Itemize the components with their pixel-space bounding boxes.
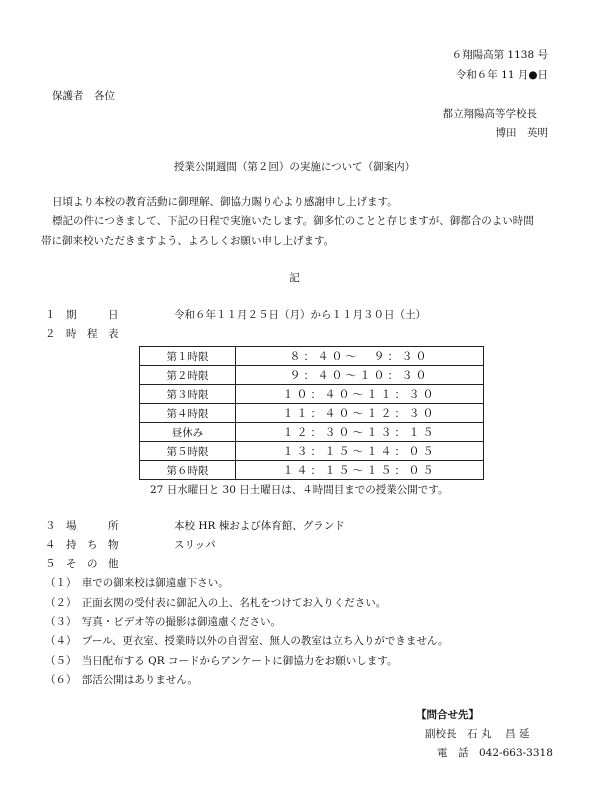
- contact-header: 【問合せ先】: [416, 709, 479, 721]
- schedule-note: 27 日水曜日と 30 日土曜日は、４時間目までの授業公開です。: [150, 484, 449, 496]
- period-cell: 第３時限: [140, 385, 236, 404]
- contact-person: 副校長 石 丸 昌 延: [425, 728, 530, 740]
- item-value-place: 本校 HR 棟および体育館、グランド: [174, 520, 345, 532]
- ki-heading: 記: [289, 272, 300, 284]
- item-value-bring: スリッパ: [174, 539, 216, 551]
- table-row: [140, 347, 484, 366]
- time-cell: １１：４０～１２：３０: [236, 404, 484, 423]
- item-number-1: １: [45, 309, 56, 321]
- table-row: [140, 366, 484, 385]
- item-label-bring: 持 ち 物: [66, 539, 119, 551]
- sender-organization: 都立翔陽高等学校長: [442, 108, 537, 120]
- time-cell: ９：４０～１０：３０: [236, 366, 484, 385]
- note-item: （６） 部活公開はありません。: [45, 674, 198, 686]
- note-item: （４） プール、更衣室、授業時以外の自習室、無人の教室は立ち入りができません。: [45, 635, 449, 647]
- document-title: 授業公開週間（第２回）の実施について（御案内）: [173, 161, 416, 173]
- note-item: （３） 写真・ビデオ等の撮影は御遠慮ください。: [45, 616, 282, 628]
- note-item: （５） 当日配布する QR コードからアンケートに御協力をお願いします。: [45, 655, 398, 667]
- period-cell: 第１時限: [140, 347, 236, 366]
- period-cell: 第２時限: [140, 366, 236, 385]
- table-row: [140, 461, 484, 480]
- time-cell: ８：４０～ ９：３０: [236, 347, 484, 366]
- contact-phone: 電 話 042-663-3318: [437, 747, 553, 759]
- table-row: [140, 385, 484, 404]
- time-cell: １２：３０～１３：１５: [236, 423, 484, 442]
- time-cell: １３：１５～１４：０５: [236, 442, 484, 461]
- item-number-3: ３: [45, 520, 56, 532]
- period-cell: 第５時限: [140, 442, 236, 461]
- body-paragraph-line-2: 帯に御来校いただきますよう、よろしくお願い申し上げます。: [41, 235, 335, 247]
- schedule-table: [139, 346, 484, 480]
- table-row: [140, 423, 484, 442]
- greeting-paragraph: 日頃より本校の教育活動に御理解、御協力賜り心より感謝申し上げます。: [52, 196, 398, 208]
- item-number-5: ５: [45, 558, 56, 570]
- table-row: [140, 442, 484, 461]
- item-number-4: ４: [45, 539, 56, 551]
- document-date: 令和６年 11 月●日: [455, 69, 548, 81]
- item-label-other: そ の 他: [66, 558, 119, 570]
- item-label-place: 場 所: [66, 520, 119, 532]
- item-number-2: ２: [45, 328, 56, 340]
- item-label-period: 期 日: [66, 309, 119, 321]
- item-value-period: 令和６年１１月２５日（月）から１１月３０日（土）: [174, 309, 426, 321]
- note-item: （１） 車での御来校は御遠慮下さい。: [45, 577, 229, 589]
- table-row: [140, 404, 484, 423]
- addressee: 保護者 各位: [52, 90, 115, 102]
- period-cell: 昼休み: [140, 423, 236, 442]
- time-cell: １４：１５～１５：０５: [236, 461, 484, 480]
- document-number: ６翔陽高第 1138 号: [451, 49, 548, 61]
- body-paragraph-line-1: 標記の件につきまして、下記の日程で実施いたします。御多忙のことと存じますが、御都合のよい時間: [52, 215, 534, 227]
- period-cell: 第６時限: [140, 461, 236, 480]
- note-item: （２） 正面玄関の受付表に御記入の上、名札をつけてお入りください。: [45, 597, 387, 609]
- time-cell: １０：４０～１１：３０: [236, 385, 484, 404]
- sender-name: 博田 英明: [495, 127, 548, 139]
- period-cell: 第４時限: [140, 404, 236, 423]
- item-label-schedule: 時 程 表: [66, 328, 119, 340]
